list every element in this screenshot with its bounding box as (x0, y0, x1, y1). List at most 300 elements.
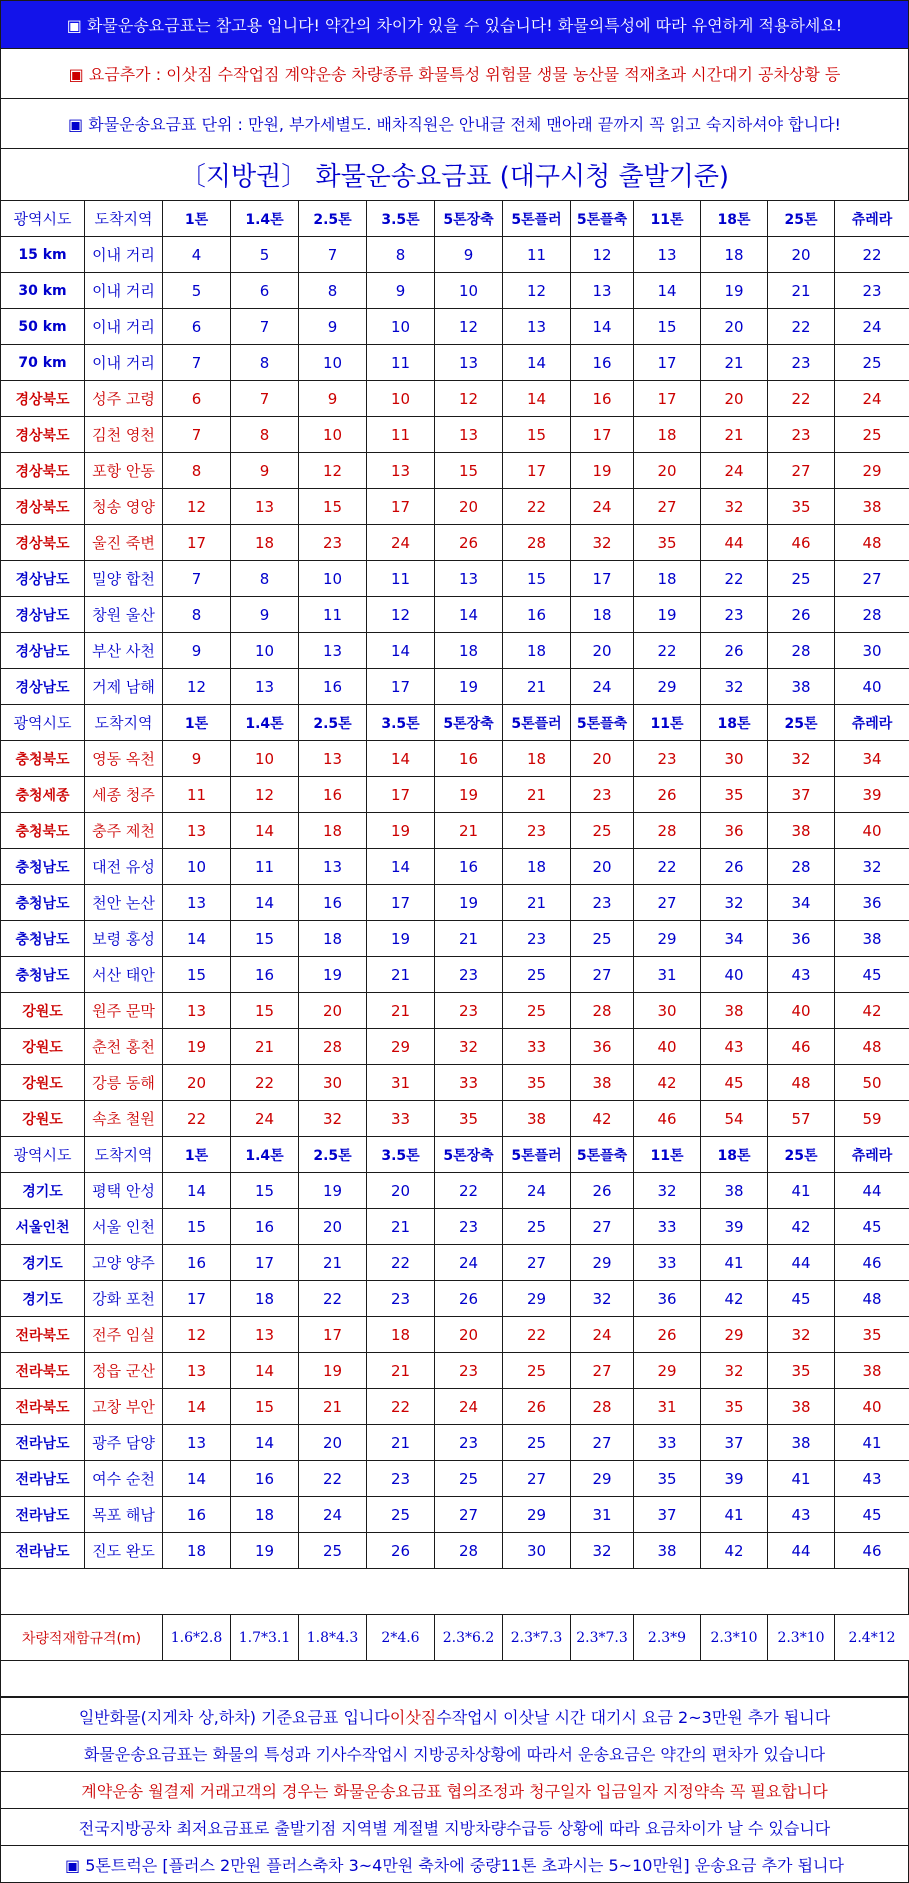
rate-cell: 18 (231, 525, 299, 561)
column-header: 18톤 (701, 1137, 768, 1173)
rate-cell: 15 (503, 561, 571, 597)
rate-cell: 18 (701, 237, 768, 273)
rate-cell: 21 (503, 885, 571, 921)
rate-cell: 18 (634, 417, 701, 453)
rate-cell: 35 (503, 1065, 571, 1101)
rate-cell: 22 (701, 561, 768, 597)
rate-cell: 57 (768, 1101, 835, 1137)
rate-cell: 17 (231, 1245, 299, 1281)
rate-cell: 34 (701, 921, 768, 957)
column-header: 도착지역 (85, 1137, 163, 1173)
rate-cell: 30 (701, 741, 768, 777)
rate-cell: 19 (367, 813, 435, 849)
rate-cell: 9 (367, 273, 435, 309)
spec-cell: 2.3*6.2 (435, 1615, 503, 1661)
note-text: 일반화물(지게차 상,하차) 기준요금표 입니다 (79, 1705, 390, 1728)
rate-cell: 12 (503, 273, 571, 309)
rate-cell: 14 (163, 1461, 231, 1497)
column-header: 3.5톤 (367, 201, 435, 237)
rate-cell: 21 (367, 993, 435, 1029)
spec-cell: 1.7*3.1 (231, 1615, 299, 1661)
region-cell: 전라북도 (1, 1389, 85, 1425)
rate-cell: 44 (768, 1533, 835, 1569)
spec-cell: 2.3*9 (634, 1615, 701, 1661)
destination-cell: 밀양 합천 (85, 561, 163, 597)
rate-cell: 32 (701, 669, 768, 705)
rate-cell: 15 (231, 1389, 299, 1425)
rate-cell: 29 (634, 1353, 701, 1389)
region-cell: 경상북도 (1, 489, 85, 525)
rate-cell: 21 (435, 813, 503, 849)
rate-cell: 28 (571, 993, 634, 1029)
rate-cell: 22 (503, 1317, 571, 1353)
rate-cell: 32 (571, 1533, 634, 1569)
rate-cell: 25 (503, 1425, 571, 1461)
rate-cell: 20 (571, 849, 634, 885)
destination-cell: 서울 인천 (85, 1209, 163, 1245)
note-5ton-surcharge: ▣ 5톤트럭은 [플러스 2만원 플러스축차 3~4만원 축차에 중량11톤 초과시는 5~10만원] 운송요금 추가 됩니다 (0, 1846, 909, 1883)
rate-cell: 10 (299, 345, 367, 381)
rate-cell: 21 (701, 345, 768, 381)
region-cell: 전라북도 (1, 1353, 85, 1389)
destination-cell: 성주 고령 (85, 381, 163, 417)
column-header: 1톤 (163, 201, 231, 237)
rate-cell: 29 (634, 669, 701, 705)
rate-cell: 7 (163, 345, 231, 381)
rate-cell: 23 (435, 1209, 503, 1245)
destination-cell: 강릉 동해 (85, 1065, 163, 1101)
rate-cell: 19 (701, 273, 768, 309)
rate-cell: 38 (701, 1173, 768, 1209)
rate-cell: 24 (835, 381, 909, 417)
destination-cell: 춘천 홍천 (85, 1029, 163, 1065)
rate-cell: 13 (435, 345, 503, 381)
rate-cell: 31 (367, 1065, 435, 1101)
rate-cell: 25 (571, 813, 634, 849)
table-row (1, 921, 909, 957)
column-header: 5톤플축 (571, 705, 634, 741)
table-row (1, 309, 909, 345)
rate-cell: 33 (634, 1425, 701, 1461)
rate-cell: 24 (435, 1389, 503, 1425)
rate-cell: 45 (701, 1065, 768, 1101)
rate-cell: 12 (571, 237, 634, 273)
rate-cell: 12 (231, 777, 299, 813)
region-cell: 충청남도 (1, 849, 85, 885)
rate-cell: 5 (231, 237, 299, 273)
column-header: 1톤 (163, 1137, 231, 1173)
rate-cell: 19 (299, 1173, 367, 1209)
rate-cell: 20 (163, 1065, 231, 1101)
rate-cell: 21 (231, 1029, 299, 1065)
rate-cell: 34 (835, 741, 909, 777)
rate-cell: 5 (163, 273, 231, 309)
rate-cell: 13 (231, 1317, 299, 1353)
destination-cell: 속초 철원 (85, 1101, 163, 1137)
rate-cell: 16 (299, 885, 367, 921)
column-header: 1.4톤 (231, 1137, 299, 1173)
rate-cell: 6 (163, 309, 231, 345)
table-row (1, 1425, 909, 1461)
rate-cell: 14 (367, 633, 435, 669)
rate-cell: 14 (163, 1173, 231, 1209)
rate-cell: 11 (367, 345, 435, 381)
rate-cell: 8 (299, 273, 367, 309)
destination-cell: 여수 순천 (85, 1461, 163, 1497)
destination-cell: 충주 제천 (85, 813, 163, 849)
rate-cell: 13 (299, 633, 367, 669)
rate-cell: 26 (435, 1281, 503, 1317)
rate-cell: 38 (503, 1101, 571, 1137)
rate-cell: 20 (299, 1425, 367, 1461)
rate-cell: 27 (634, 885, 701, 921)
rate-cell: 14 (634, 273, 701, 309)
rate-cell: 17 (571, 561, 634, 597)
rate-cell: 28 (768, 633, 835, 669)
region-cell: 전라북도 (1, 1317, 85, 1353)
rate-cell: 8 (367, 237, 435, 273)
column-header: 5톤플러 (503, 705, 571, 741)
note-contract: 계약운송 월결제 거래고객의 경우는 화물운송요금표 협의조정과 청구일자 입금일자 지정약속 꼭 필요합니다 (0, 1772, 909, 1809)
region-cell: 경상북도 (1, 453, 85, 489)
rate-cell: 26 (571, 1173, 634, 1209)
table-row (1, 885, 909, 921)
rate-cell: 21 (299, 1389, 367, 1425)
rate-cell: 13 (163, 885, 231, 921)
rate-cell: 19 (435, 885, 503, 921)
rate-cell: 9 (231, 597, 299, 633)
region-cell: 경상남도 (1, 561, 85, 597)
rate-cell: 21 (701, 417, 768, 453)
rate-cell: 27 (835, 561, 909, 597)
rate-cell: 25 (435, 1461, 503, 1497)
rate-cell: 42 (835, 993, 909, 1029)
column-header: 5톤장축 (435, 201, 503, 237)
rate-cell: 18 (503, 741, 571, 777)
rate-cell: 23 (835, 273, 909, 309)
rate-cell: 40 (701, 957, 768, 993)
rate-cell: 32 (571, 525, 634, 561)
rate-cell: 38 (768, 813, 835, 849)
rate-cell: 24 (701, 453, 768, 489)
rate-cell: 12 (163, 669, 231, 705)
rate-cell: 35 (701, 1389, 768, 1425)
destination-cell: 포항 안동 (85, 453, 163, 489)
rate-cell: 21 (299, 1245, 367, 1281)
rate-cell: 24 (503, 1173, 571, 1209)
table-row (1, 741, 909, 777)
rate-cell: 13 (163, 1425, 231, 1461)
table-row (1, 1389, 909, 1425)
spacer-row (0, 1569, 909, 1615)
column-header: 도착지역 (85, 705, 163, 741)
rate-cell: 41 (701, 1497, 768, 1533)
region-cell: 강원도 (1, 993, 85, 1029)
rate-cell: 26 (367, 1533, 435, 1569)
rate-cell: 19 (299, 1353, 367, 1389)
rate-cell: 10 (367, 309, 435, 345)
rate-cell: 22 (634, 849, 701, 885)
rate-cell: 18 (503, 633, 571, 669)
rate-cell: 45 (835, 1497, 909, 1533)
note-variance: 화물운송요금표는 화물의 특성과 기사수작업시 지방공차상황에 따라서 운송요금은 약간의 편차가 있습니다 (0, 1735, 909, 1772)
rate-cell: 12 (435, 381, 503, 417)
rate-cell: 24 (571, 669, 634, 705)
rate-cell: 19 (367, 921, 435, 957)
destination-cell: 서산 태안 (85, 957, 163, 993)
table-row (1, 237, 909, 273)
rate-cell: 17 (367, 669, 435, 705)
column-header: 도착지역 (85, 201, 163, 237)
column-header: 1.4톤 (231, 705, 299, 741)
rate-cell: 25 (503, 1353, 571, 1389)
rate-cell: 10 (163, 849, 231, 885)
rate-cell: 20 (299, 993, 367, 1029)
rate-cell: 21 (768, 273, 835, 309)
rate-cell: 14 (503, 381, 571, 417)
rate-cell: 14 (231, 813, 299, 849)
table-row (1, 1317, 909, 1353)
rate-cell: 16 (571, 345, 634, 381)
notice-banner-reference: ▣ 화물운송요금표는 참고용 입니다! 약간의 차이가 있을 수 있습니다! 화물의특성에 따라 유연하게 적용하세요! (0, 0, 909, 48)
rate-cell: 32 (768, 1317, 835, 1353)
destination-cell: 천안 논산 (85, 885, 163, 921)
rate-cell: 17 (503, 453, 571, 489)
rate-cell: 45 (835, 1209, 909, 1245)
rate-cell: 30 (299, 1065, 367, 1101)
notice-banner-surcharge: ▣ 요금추가 : 이삿짐 수작업짐 계약운송 차량종류 화물특성 위험물 생물 농산물 적재초과 시간대기 공차상황 등 (0, 48, 909, 98)
rate-cell: 20 (634, 453, 701, 489)
column-header: 광역시도 (1, 705, 85, 741)
table-row (1, 669, 909, 705)
rate-cell: 27 (571, 1353, 634, 1389)
region-cell: 15 km (1, 237, 85, 273)
rate-cell: 27 (503, 1461, 571, 1497)
rate-cell: 43 (768, 1497, 835, 1533)
column-header: 5톤플러 (503, 1137, 571, 1173)
rate-cell: 22 (163, 1101, 231, 1137)
rate-cell: 14 (231, 1425, 299, 1461)
spec-row (1, 1615, 909, 1661)
rate-cell: 24 (367, 525, 435, 561)
column-header: 25톤 (768, 1137, 835, 1173)
rate-cell: 13 (299, 849, 367, 885)
column-header: 5톤플축 (571, 201, 634, 237)
rate-cell: 13 (435, 417, 503, 453)
destination-cell: 강화 포천 (85, 1281, 163, 1317)
column-header: 25톤 (768, 705, 835, 741)
rate-cell: 26 (634, 777, 701, 813)
rate-cell: 22 (634, 633, 701, 669)
region-cell: 충청남도 (1, 921, 85, 957)
column-header: 광역시도 (1, 1137, 85, 1173)
rate-cell: 15 (231, 1173, 299, 1209)
column-header: 11톤 (634, 1137, 701, 1173)
rate-cell: 22 (367, 1245, 435, 1281)
rate-cell: 33 (435, 1065, 503, 1101)
region-cell: 전라남도 (1, 1425, 85, 1461)
rate-cell: 36 (701, 813, 768, 849)
rate-cell: 39 (835, 777, 909, 813)
rate-cell: 14 (231, 1353, 299, 1389)
rate-cell: 7 (299, 237, 367, 273)
rate-cell: 12 (299, 453, 367, 489)
rate-cell: 38 (768, 669, 835, 705)
rate-cell: 15 (435, 453, 503, 489)
table-row (1, 1029, 909, 1065)
rate-cell: 48 (835, 525, 909, 561)
rate-cell: 40 (835, 669, 909, 705)
rate-cell: 20 (435, 1317, 503, 1353)
spec-table (0, 1615, 909, 1661)
rate-cell: 36 (768, 921, 835, 957)
rate-cell: 11 (503, 237, 571, 273)
table-row (1, 1209, 909, 1245)
destination-cell: 이내 거리 (85, 237, 163, 273)
spec-cell: 2.4*12 (835, 1615, 909, 1661)
rate-cell: 29 (571, 1245, 634, 1281)
table-row (1, 993, 909, 1029)
region-cell: 경상북도 (1, 417, 85, 453)
rate-cell: 18 (634, 561, 701, 597)
region-cell: 경상남도 (1, 669, 85, 705)
spec-cell: 2.3*10 (768, 1615, 835, 1661)
rate-cell: 24 (571, 489, 634, 525)
rate-cell: 32 (701, 1353, 768, 1389)
rate-cell: 35 (634, 525, 701, 561)
rate-cell: 33 (634, 1209, 701, 1245)
spec-cell: 2.3*7.3 (503, 1615, 571, 1661)
rate-cell: 16 (435, 741, 503, 777)
rate-cell: 25 (835, 417, 909, 453)
rate-cell: 38 (835, 489, 909, 525)
destination-cell: 대전 유성 (85, 849, 163, 885)
region-cell: 강원도 (1, 1065, 85, 1101)
destination-cell: 정읍 군산 (85, 1353, 163, 1389)
spec-cell: 2.3*10 (701, 1615, 768, 1661)
region-cell: 경상북도 (1, 525, 85, 561)
rate-cell: 19 (231, 1533, 299, 1569)
table-row (1, 1461, 909, 1497)
region-cell: 서울인천 (1, 1209, 85, 1245)
rate-cell: 16 (503, 597, 571, 633)
rate-cell: 23 (503, 813, 571, 849)
rate-cell: 39 (701, 1209, 768, 1245)
rate-cell: 30 (835, 633, 909, 669)
destination-cell: 전주 임실 (85, 1317, 163, 1353)
region-cell: 경기도 (1, 1173, 85, 1209)
region-cell: 전라남도 (1, 1533, 85, 1569)
rate-cell: 29 (503, 1497, 571, 1533)
rate-cell: 25 (503, 993, 571, 1029)
rate-cell: 9 (163, 633, 231, 669)
rate-cell: 17 (367, 777, 435, 813)
rate-cell: 27 (571, 1425, 634, 1461)
rate-cell: 17 (163, 525, 231, 561)
rate-cell: 24 (571, 1317, 634, 1353)
rate-cell: 16 (231, 1461, 299, 1497)
column-header: 1.4톤 (231, 201, 299, 237)
rate-cell: 28 (634, 813, 701, 849)
rate-cell: 29 (503, 1281, 571, 1317)
rate-cell: 23 (503, 921, 571, 957)
rate-cell: 54 (701, 1101, 768, 1137)
region-cell: 충청남도 (1, 885, 85, 921)
rate-cell: 38 (835, 921, 909, 957)
destination-cell: 울진 죽변 (85, 525, 163, 561)
rate-cell: 15 (231, 993, 299, 1029)
destination-cell: 김천 영천 (85, 417, 163, 453)
rate-cell: 19 (435, 669, 503, 705)
rate-cell: 23 (701, 597, 768, 633)
rate-cell: 6 (163, 381, 231, 417)
destination-cell: 세종 청주 (85, 777, 163, 813)
rate-cell: 46 (634, 1101, 701, 1137)
rate-cell: 16 (299, 777, 367, 813)
destination-cell: 영동 옥천 (85, 741, 163, 777)
rate-cell: 38 (835, 1353, 909, 1389)
rate-cell: 23 (435, 993, 503, 1029)
destination-cell: 창원 울산 (85, 597, 163, 633)
rate-cell: 10 (231, 633, 299, 669)
destination-cell: 진도 완도 (85, 1533, 163, 1569)
table-row (1, 813, 909, 849)
rate-cell: 26 (701, 633, 768, 669)
rate-cell: 38 (634, 1533, 701, 1569)
rate-cell: 37 (634, 1497, 701, 1533)
column-header: 1톤 (163, 705, 231, 741)
rate-cell: 17 (571, 417, 634, 453)
rate-cell: 26 (435, 525, 503, 561)
column-header: 2.5톤 (299, 1137, 367, 1173)
rate-cell: 9 (299, 309, 367, 345)
rate-cell: 30 (634, 993, 701, 1029)
spec-cell: 1.6*2.8 (163, 1615, 231, 1661)
region-cell: 30 km (1, 273, 85, 309)
rate-cell: 14 (503, 345, 571, 381)
rate-cell: 27 (768, 453, 835, 489)
rate-cell: 27 (435, 1497, 503, 1533)
rate-cell: 28 (835, 597, 909, 633)
rate-cell: 32 (299, 1101, 367, 1137)
rate-cell: 15 (503, 417, 571, 453)
rate-cell: 36 (571, 1029, 634, 1065)
rate-cell: 13 (163, 813, 231, 849)
destination-cell: 고창 부안 (85, 1389, 163, 1425)
rate-cell: 46 (768, 525, 835, 561)
region-cell: 경상남도 (1, 633, 85, 669)
rate-cell: 22 (435, 1173, 503, 1209)
rate-cell: 40 (768, 993, 835, 1029)
rate-cell: 43 (701, 1029, 768, 1065)
rate-cell: 17 (634, 345, 701, 381)
note-general-cargo (0, 1697, 909, 1735)
rate-cell: 9 (435, 237, 503, 273)
rate-cell: 25 (367, 1497, 435, 1533)
rate-cell: 32 (701, 489, 768, 525)
destination-cell: 광주 담양 (85, 1425, 163, 1461)
region-cell: 충청북도 (1, 741, 85, 777)
rate-cell: 26 (768, 597, 835, 633)
rate-cell: 6 (231, 273, 299, 309)
rate-cell: 39 (701, 1461, 768, 1497)
region-cell: 강원도 (1, 1101, 85, 1137)
rate-cell: 45 (768, 1281, 835, 1317)
region-cell: 경기도 (1, 1245, 85, 1281)
rate-cell: 33 (634, 1245, 701, 1281)
rate-cell: 17 (634, 381, 701, 417)
region-cell: 경기도 (1, 1281, 85, 1317)
